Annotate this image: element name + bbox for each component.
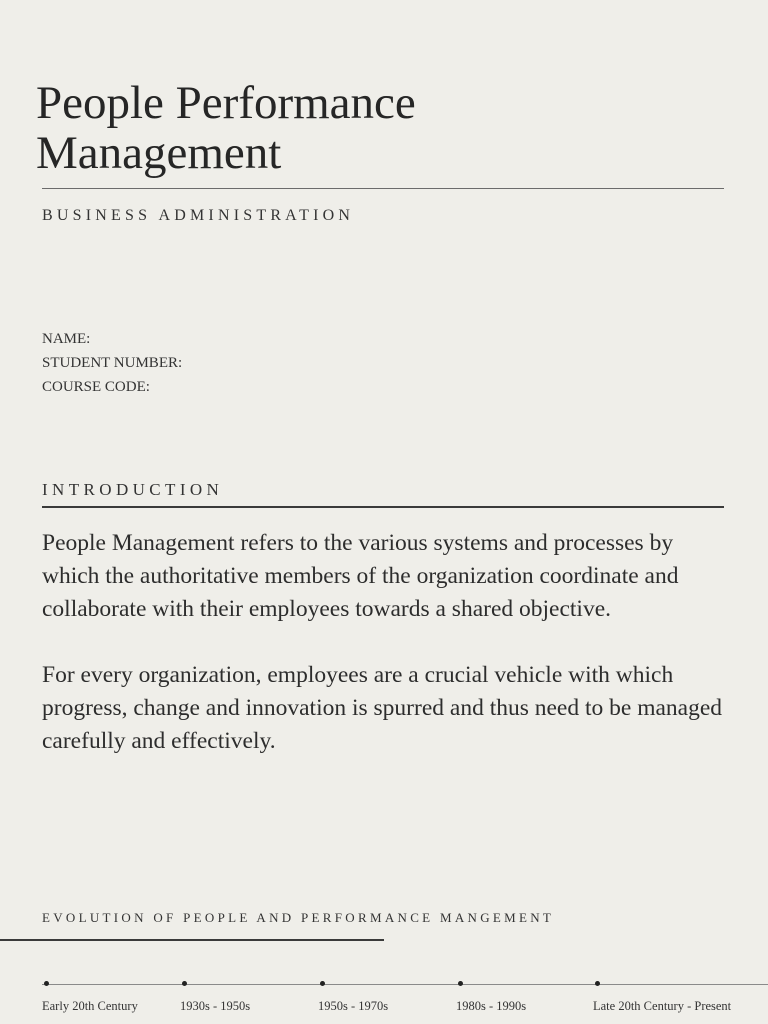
name-label: NAME: [42,331,91,347]
page-title [36,78,416,178]
timeline-item [593,981,743,1013]
evolution-heading: EVOLUTION OF PEOPLE AND PERFORMANCE MANGEMENT [42,910,555,925]
introduction-heading: INTRODUCTION [42,480,224,499]
evolution-divider [0,939,384,941]
timeline-dot [320,981,325,986]
timeline-label: 1930s - 1950s [180,999,251,1013]
timeline-label: 1980s - 1990s [456,999,527,1013]
timeline-dot [595,981,600,986]
introduction-divider [42,506,724,508]
introduction-body [42,527,732,791]
timeline-item [180,981,310,1013]
subtitle: BUSINESS ADMINISTRATION [42,207,355,224]
title-line-2: Management [36,127,282,179]
introduction-paragraph: People Management refers to the various systems and processes by which the authoritative members of the organization coordinate and collaborate with their employees towards a shared objective. [42,530,679,622]
course-code-label: COURSE CODE: [42,379,150,395]
timeline-dot [44,981,49,986]
student-number-label: STUDENT NUMBER: [42,355,183,371]
timeline-label: 1950s - 1970s [318,999,389,1013]
timeline-dot [182,981,187,986]
timeline-item [318,981,448,1013]
timeline-item [42,981,172,1013]
timeline-label: Early 20th Century [42,999,138,1013]
title-line-1: People Performance [36,77,416,129]
title-divider [42,188,724,189]
student-info [42,327,182,399]
timeline-label: Late 20th Century - Present [593,999,732,1013]
introduction-paragraph: For every organization, employees are a crucial vehicle with which progress, change and innovation is spurred and thus need to be managed carefully and effectively. [42,662,723,754]
timeline-item [456,981,586,1013]
timeline-dot [458,981,463,986]
